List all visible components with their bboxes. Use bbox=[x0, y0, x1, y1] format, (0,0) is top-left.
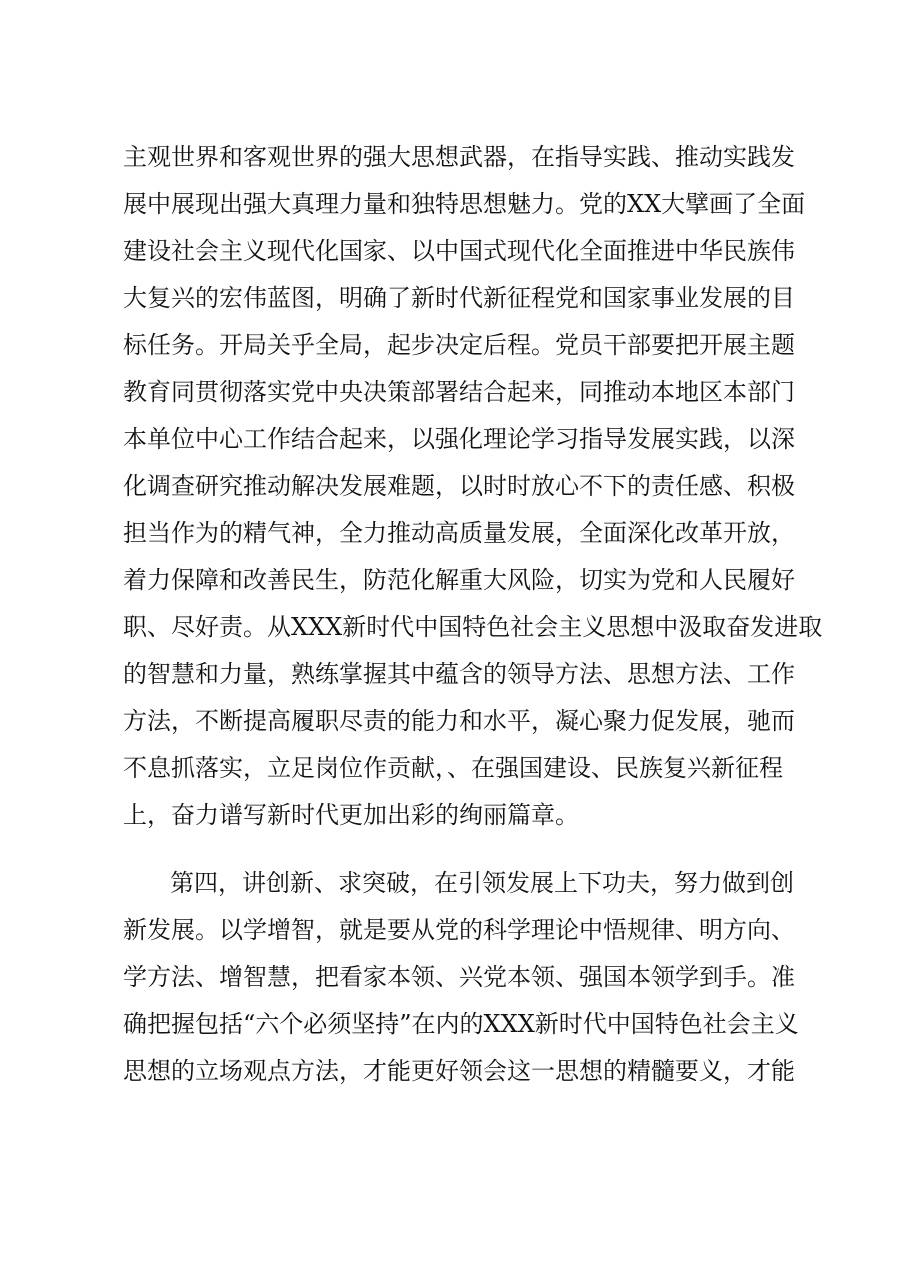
paragraph-1-line-2: 展中展现出强大真理力量和独特思想魅力。党的XX大擘画了全面 bbox=[123, 190, 806, 218]
paragraph-1-line-7: 本单位中心工作结合起来，以强化理论学习指导发展实践，以深 bbox=[123, 425, 795, 453]
paragraph-1-line-14: 不息抓落实，立足岗位作贡献，、在强国建设、民族复兴新征程 bbox=[123, 754, 783, 782]
paragraph-1-line-4: 大复兴的宏伟蓝图，明确了新时代新征程党和国家事业发展的目 bbox=[123, 284, 795, 312]
paragraph-1-line-5: 标任务。开局关乎全局，起步决定后程。党员干部要把开展主题 bbox=[123, 331, 795, 359]
paragraph-1-line-8: 化调查研究推动解决发展难题，以时时放心不下的责任感、积极 bbox=[123, 472, 795, 500]
paragraph-2-line-4: 确把握包括“六个必须坚持”在内的XXX新时代中国特色社会主义 bbox=[123, 1010, 799, 1038]
paragraph-1-line-10: 着力保障和改善民生，防范化解重大风险，切实为党和人民履好 bbox=[123, 566, 795, 594]
paragraph-1-line-12: 的智慧和力量，熟练掌握其中蕴含的领导方法、思想方法、工作 bbox=[123, 660, 795, 688]
paragraph-1-line-15: 上，奋力谱写新时代更加出彩的绚丽篇章。 bbox=[123, 801, 579, 829]
paragraph-1-line-9: 担当作为的精气神，全力推动高质量发展，全面深化改革开放， bbox=[123, 519, 795, 547]
paragraph-2-line-3: 学方法、增智慧，把看家本领、兴党本领、强国本领学到手。准 bbox=[123, 963, 795, 991]
paragraph-1-line-6: 教育同贯彻落实党中央决策部署结合起来，同推动本地区本部门 bbox=[123, 378, 795, 406]
paragraph-2-line-1: 第四，讲创新、求突破，在引领发展上下功夫，努力做到创 bbox=[170, 869, 794, 897]
paragraph-1-line-11: 职、尽好责。从XXX新时代中国特色社会主义思想中汲取奋发进取 bbox=[123, 613, 823, 641]
paragraph-2-line-5: 思想的立场观点方法，才能更好领会这一思想的精髓要义，才能 bbox=[123, 1057, 795, 1085]
paragraph-1-line-1: 主观世界和客观世界的强大思想武器，在指导实践、推动实践发 bbox=[123, 143, 795, 171]
paragraph-1-line-13: 方法，不断提高履职尽责的能力和水平，凝心聚力促发展，驰而 bbox=[123, 707, 795, 735]
paragraph-1-line-3: 建设社会主义现代化国家、以中国式现代化全面推进中华民族伟 bbox=[123, 237, 795, 265]
paragraph-2-line-2: 新发展。以学增智，就是要从党的科学理论中悟规律、明方向、 bbox=[123, 916, 795, 944]
